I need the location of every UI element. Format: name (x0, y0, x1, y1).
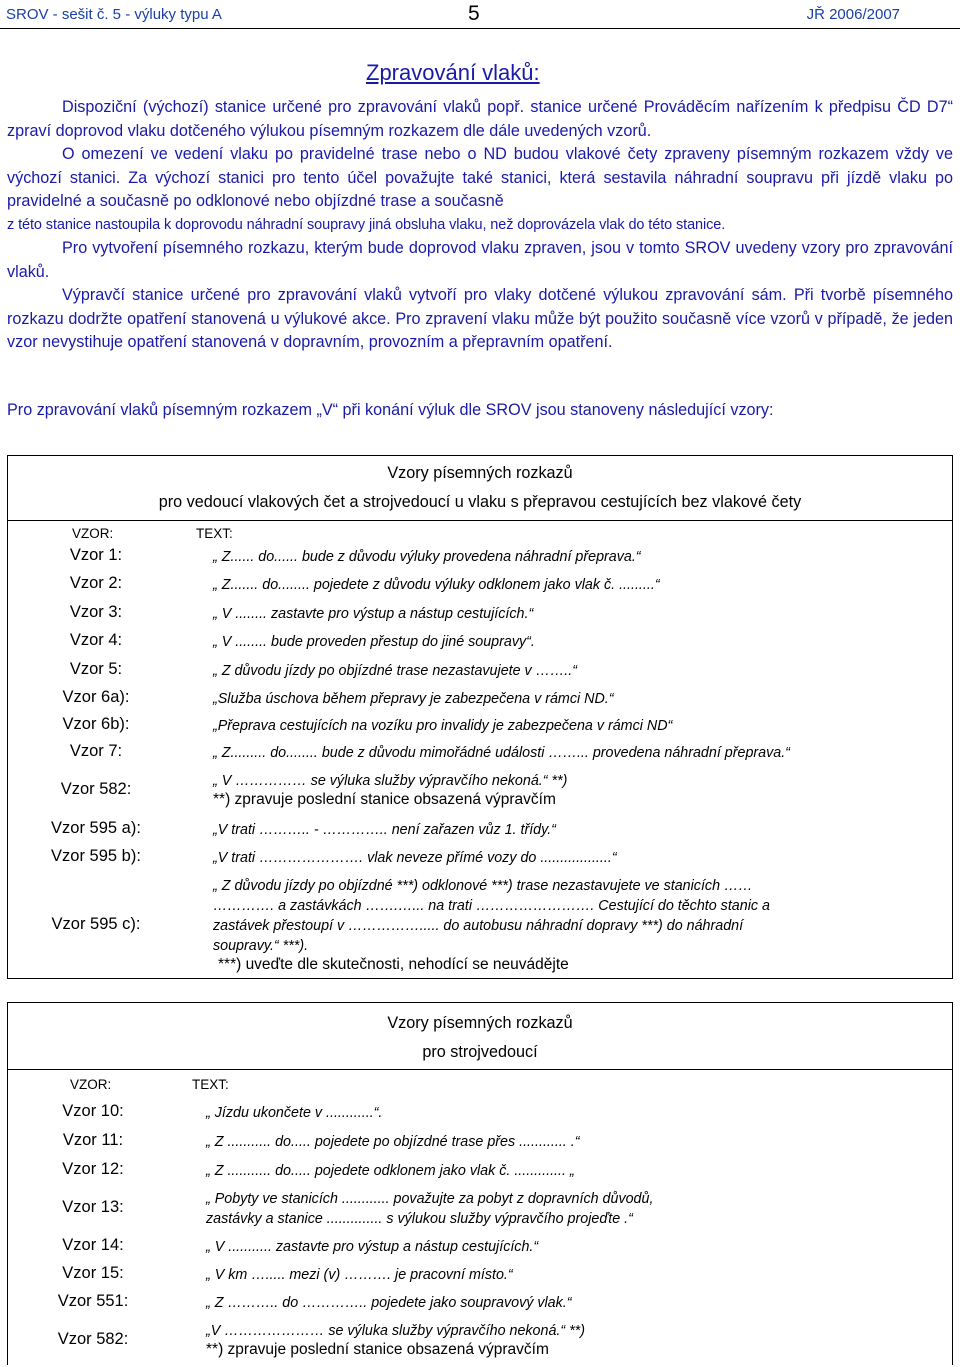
template-text-line: „ Z důvodu jízdy po objízdné ***) odklonové ***) trase nezastavujete ve stanicích …… (213, 878, 753, 894)
column-header-text: TEXT: (196, 526, 233, 541)
body-text (7, 96, 953, 355)
paragraph: O omezení ve vedení vlaku po pravidelné trase nebo o ND budou vlakové čety zpraveny písemným rozkazem vždy ve výchozí stanici. Za výchozí stanici pro tento účel považujte také stanici, která sestavila náhradní soupravu při jízdě vlaku po pravidelné a současně po odklonové nebo objízdné trase a současně (7, 145, 953, 210)
template-code: Vzor 5: (69, 660, 123, 678)
template-note: **) zpravuje poslední stanice obsazená výpravčím (213, 791, 556, 808)
template-code: Vzor 15: (62, 1264, 124, 1282)
template-text-line: „ Z ........... do..... pojedete po objízdné trase přes ............ .“ (206, 1134, 580, 1150)
template-text-line: „ Pobyty ve stanicích ............ považujte za pobyt z dopravních důvodů, (206, 1191, 654, 1207)
page-number: 5 (468, 2, 480, 25)
paragraph: Pro vytvoření písemného rozkazu, kterým bude doprovod vlaku zpraven, jsou v tomto SROV uvedeny vzory pro zpravování vlaků. (7, 239, 953, 281)
template-code: Vzor 595 a): (51, 819, 141, 837)
paragraph: z této stanice nastoupila k doprovodu náhradní soupravy jiná obsluha vlaku, než doprovázela vlak do této stanice. (7, 216, 726, 233)
template-text-line: „ V ........ zastavte pro výstup a nástup cestujících.“ (213, 606, 534, 622)
template-code: Vzor 582: (57, 1330, 129, 1348)
header-separator (8, 1069, 952, 1070)
box-title: Vzory písemných rozkazů (387, 464, 573, 482)
template-code: Vzor 4: (69, 631, 123, 649)
template-code: Vzor 11: (62, 1131, 124, 1149)
template-code: Vzor 595 b): (51, 847, 141, 865)
intro-text: Pro zpravování vlaků písemným rozkazem „V“ při konání výluk dle SROV jsou stanoveny následující vzory: (7, 401, 774, 419)
template-text-line: „V ………………… se výluka služby výpravčího nekoná.“ **) (206, 1323, 585, 1339)
template-text-line: „V trati ……….. - ………….. není zařazen vůz 1. třídy.“ (213, 822, 556, 838)
header-right: JŘ 2006/2007 (806, 6, 900, 23)
page-header (0, 0, 960, 29)
templates-box-driver (7, 1002, 953, 1365)
template-text-line: zastávky a stanice .............. s výlukou služby výpravčího projeďte .“ (206, 1211, 633, 1227)
template-code: Vzor 12: (62, 1160, 124, 1178)
paragraph: Výpravčí stanice určené pro zpravování vlaků vytvoří pro vlaky dotčené výlukou zpravování sám. Při tvorbě písemného rozkazu dodržte opatření stanovená u výlukové akce. Pro zpravení vlaku může být použito současně více vzorů v případě, že jeden vzor nevystihuje opatření stanovená v dopravním, provozním a přepravním opatření. (7, 286, 953, 351)
template-text-line: „Služba úschova během přepravy je zabezpečena v rámci ND.“ (213, 691, 614, 707)
template-text-line: soupravy.“ ***). (213, 938, 309, 954)
template-note: **) zpravuje poslední stanice obsazená výpravčím (206, 1341, 549, 1358)
template-code: Vzor 582: (60, 780, 132, 798)
template-text-line: zastávek přestoupí v ……………..... do autobusu náhradní dopravy ***) do náhradní (213, 918, 744, 934)
templates-box-crew (7, 455, 953, 979)
template-code: Vzor 2: (69, 574, 123, 592)
template-code: Vzor 3: (69, 603, 123, 621)
box-subtitle: pro vedoucí vlakových čet a strojvedoucí u vlaku s přepravou cestujících bez vlakové čety (158, 493, 802, 511)
template-code: Vzor 6a): (62, 688, 130, 706)
template-code: Vzor 13: (62, 1198, 124, 1216)
template-text-line: …………. a zastávkách …….…... na trati ……………………. Cestující do těchto stanic a (213, 898, 770, 914)
box-title: Vzory písemných rozkazů (387, 1014, 573, 1032)
template-code: Vzor 1: (69, 546, 123, 564)
template-text-line: „ Z...... do...... bude z důvodu výluky provedena náhradní přeprava.“ (213, 549, 641, 565)
template-text-line: „ Z......... do........ bude z důvodu mimořádné události ……... provedena náhradní přeprava.“ (213, 745, 790, 761)
template-code: Vzor 551: (57, 1292, 129, 1310)
template-text-line: „ V ........... zastavte pro výstup a nástup cestujících.“ (206, 1239, 539, 1255)
column-header-text: TEXT: (192, 1077, 229, 1092)
template-code: Vzor 7: (69, 742, 123, 760)
template-text-line: „ Jízdu ukončete v ............“. (206, 1105, 383, 1121)
template-note: ***) uveďte dle skutečnosti, nehodící se neuvádějte (218, 956, 569, 973)
template-code: Vzor 595 c): (51, 915, 141, 933)
section-title: Zpravování vlaků: (366, 60, 540, 85)
template-text-line: „ V km …..... mezi (v) ………. je pracovní místo.“ (206, 1267, 513, 1283)
column-header-vzor: VZOR: (70, 1077, 112, 1092)
template-text-line: „ Z....... do........ pojedete z důvodu výluky odklonem jako vlak č. .........“ (213, 577, 660, 593)
template-text-line: „ Z ........... do..... pojedete odklonem jako vlak č. ............. „ (206, 1163, 575, 1179)
template-code: Vzor 6b): (62, 715, 130, 733)
column-header-vzor: VZOR: (72, 526, 114, 541)
box-subtitle: pro strojvedoucí (422, 1043, 538, 1061)
header-separator (8, 520, 952, 521)
template-text-line: „ V …………… se výluka služby výpravčího nekoná.“ **) (213, 773, 568, 789)
template-text-line: „ Z ……….. do ………….. pojedete jako soupravový vlak.“ (206, 1295, 572, 1311)
template-code: Vzor 10: (62, 1102, 124, 1120)
paragraph: Dispoziční (výchozí) stanice určené pro zpravování vlaků popř. stanice určené Prováděcím nařízením k předpisu ČD D7“ zpraví doprovod vlaku dotčeného výlukou písemným rozkazem dle dále uvedených vzorů. (7, 98, 953, 140)
template-text-line: „ V ........ bude proveden přestup do jiné soupravy“. (213, 634, 535, 650)
template-text-line: „ Z důvodu jízdy po objízdné trase nezastavujete v ……..“ (213, 663, 577, 679)
template-text-line: „Přeprava cestujících na vozíku pro invalidy je zabezpečena v rámci ND“ (213, 718, 673, 734)
template-code: Vzor 14: (62, 1236, 124, 1254)
template-text-line: „V trati …………………. vlak neveze přímé vozy do ..................“ (213, 850, 617, 866)
header-left: SROV - sešit č. 5 - výluky typu A (6, 6, 222, 23)
